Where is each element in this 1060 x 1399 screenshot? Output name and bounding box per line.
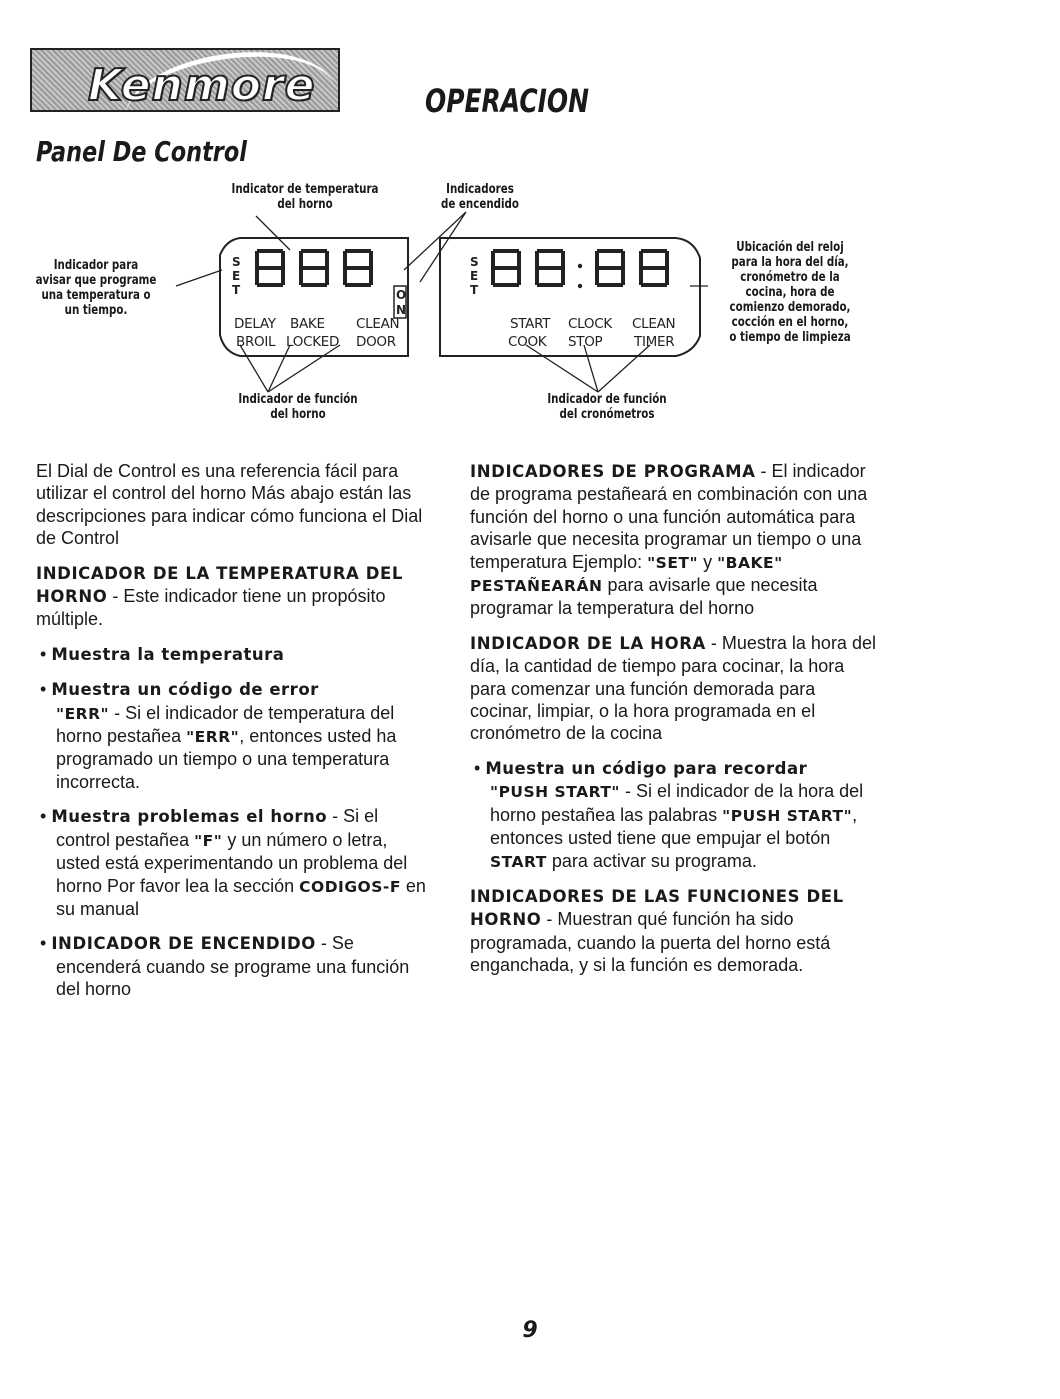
time-indicator-text: - Muestra la hora del día, la cantidad de tiempo para cocinar, la hora para comenzar una función demorada para cocinar, limpiar, o la hora programada en el cronómetro de la cocina xyxy=(470,632,876,744)
bullet-reminder-title: Muestra un código para recordar xyxy=(485,758,808,778)
time-indicator-section xyxy=(470,632,880,745)
push-start-keyword: "PUSH START" xyxy=(490,783,620,802)
bullet-temperature: • Muestra la temperatura xyxy=(40,643,285,664)
callout-line-on xyxy=(404,212,466,282)
f-keyword: "F" xyxy=(194,831,223,850)
problems-text-2: y un número o letra, usted está experimentando un problema del horno Por favor lea la sección xyxy=(56,829,408,896)
control-panel-diagram xyxy=(0,0,1060,440)
function-indicators-text: - Muestran qué función ha sido programada, cuando la puerta del horno está enganchada, y si la función es demorada. xyxy=(470,909,831,976)
reminder-text-1: - Si el indicador de la hora del horno pestañea las palabras xyxy=(490,781,864,825)
callout-line-oven-func xyxy=(240,345,340,392)
label-cook: COOK xyxy=(508,334,547,350)
label-clean-right: CLEAN xyxy=(632,316,676,332)
label-door: DOOR xyxy=(356,334,396,350)
label-locked: LOCKED xyxy=(286,334,340,350)
bullet-reminder-code: • Muestra un código para recordar "PUSH START" - Si el indicador de la hora del horno pestañea las palabras "PUSH START", entonces usted tiene que empujar el botón START para activar su programa. xyxy=(474,757,864,871)
blink-keyword: PESTAÑEARÁN xyxy=(470,577,603,596)
bullet-temperature-title: Muestra la temperatura xyxy=(51,644,285,664)
on-indicator-heading: INDICADOR DE ENCENDIDO xyxy=(51,934,316,954)
bullet-error-code: • Muestra un código de error "ERR" - Si el indicador de temperatura del horno pestañea "ERR", entonces usted ha programado un tiempo o una temperatura incorrecta. xyxy=(40,679,397,792)
reminder-text-3: para activar su programa. xyxy=(546,850,757,871)
callout-line-temp xyxy=(256,216,290,250)
label-clock: CLOCK xyxy=(568,316,612,332)
right-set-s: S xyxy=(470,255,479,269)
problems-text-1: - Si el control pestañea xyxy=(56,806,379,850)
label-start: START xyxy=(510,316,551,332)
program-text-2: y xyxy=(698,551,718,572)
callout-line-program xyxy=(176,270,222,286)
on-letter-n: N xyxy=(396,303,407,317)
start-keyword: START xyxy=(490,852,547,871)
label-timer: TIMER xyxy=(634,334,675,350)
label-clean-left: CLEAN xyxy=(356,316,400,332)
temp-indicator-section xyxy=(36,562,436,631)
callout-program-alert: Indicador para avisar que programe una temperatura o un tiempo. xyxy=(35,258,157,318)
bullet-problems-title: Muestra problemas el horno xyxy=(51,807,328,827)
page-title: OPERACION xyxy=(425,82,590,120)
temp-indicator-text: - Este indicador tiene un propósito múltiple. xyxy=(36,586,386,630)
push-start-keyword-2: "PUSH START" xyxy=(722,806,853,825)
time-indicator-heading: INDICADOR DE LA HORA xyxy=(470,633,706,653)
callout-on-indicators: Indicadores de encendido xyxy=(441,182,519,212)
set-keyword: "SET" xyxy=(647,553,699,572)
program-indicators-section xyxy=(470,460,880,620)
temp-indicator-heading: INDICADOR DE LA TEMPERATURA DEL HORNO xyxy=(36,563,404,607)
left-set-t: T xyxy=(232,283,241,297)
intro-paragraph: El Dial de Control es una referencia fácil para utilizar el control del horno Más abajo están las descripciones para indicar cómo funciona el Dial de Control xyxy=(36,461,423,549)
bullet-error-title: Muestra un código de error xyxy=(51,680,319,700)
err-text-1: - Si el indicador de temperatura del horno pestañea xyxy=(56,702,395,747)
label-delay: DELAY xyxy=(234,316,276,332)
on-indicator-text: - Se encenderá cuando se programe una función del horno xyxy=(56,933,410,1000)
label-stop: STOP xyxy=(568,334,603,350)
page-number: 9 xyxy=(522,1318,538,1343)
callout-line-timer-func xyxy=(526,345,650,392)
callout-timer-function: Indicador de función del cronómetros xyxy=(547,392,667,422)
left-column xyxy=(36,460,436,1013)
logo-wordmark: Kenmore xyxy=(88,60,316,111)
left-set-e: E xyxy=(232,269,241,283)
label-broil: BROIL xyxy=(236,334,276,350)
problems-text-3: en su manual xyxy=(56,875,426,919)
callout-temp-indicator: Indicator de temperatura del horno xyxy=(231,182,379,212)
callout-clock-location: Ubicación del reloj para la hora del día, cronómetro de la cocina, hora de comienzo demorado, cocción en el horno, o tiempo de limpieza xyxy=(729,240,851,345)
program-text-1: - El indicador de programa pestañeará en combinación con una función del horno o una función automática para avisarle que necesita programar un tiempo o una temperatura Ejemplo: xyxy=(470,461,868,572)
err-keyword-2: "ERR" xyxy=(186,728,240,747)
f-codes-keyword: CODIGOS-F xyxy=(299,877,401,896)
right-set-t: T xyxy=(470,283,479,297)
err-text-2: , entonces usted ha programado un tiempo o una temperatura incorrecta. xyxy=(56,726,397,792)
err-keyword: "ERR" xyxy=(56,704,110,723)
bullet-on-indicator: • INDICADOR DE ENCENDIDO - Se encenderá cuando se programe una función del horno xyxy=(40,933,410,1000)
function-indicators-heading: INDICADORES DE LAS FUNCIONES DEL HORNO xyxy=(470,886,844,930)
section-title: Panel De Control xyxy=(36,135,247,168)
bake-keyword: "BAKE" xyxy=(717,553,783,572)
function-indicators-section xyxy=(470,885,880,977)
callout-oven-function: Indicador de función del horno xyxy=(238,392,358,422)
program-text-3: para avisarle que necesita programar la temperatura del horno xyxy=(470,575,818,619)
reminder-text-2: , entonces usted tiene que empujar el botón xyxy=(490,804,858,849)
program-indicators-heading: INDICADORES DE PROGRAMA xyxy=(470,462,756,481)
left-set-s: S xyxy=(232,255,241,269)
right-set-e: E xyxy=(470,269,479,283)
bullet-oven-problems: • Muestra problemas el horno - Si el control pestañea "F" y un número o letra, usted está experimentando un problema del horno Por favor lea la sección CODIGOS-F en su manual xyxy=(40,806,426,919)
right-column xyxy=(470,460,880,989)
label-bake: BAKE xyxy=(290,316,325,332)
on-letter-o: O xyxy=(396,288,407,302)
